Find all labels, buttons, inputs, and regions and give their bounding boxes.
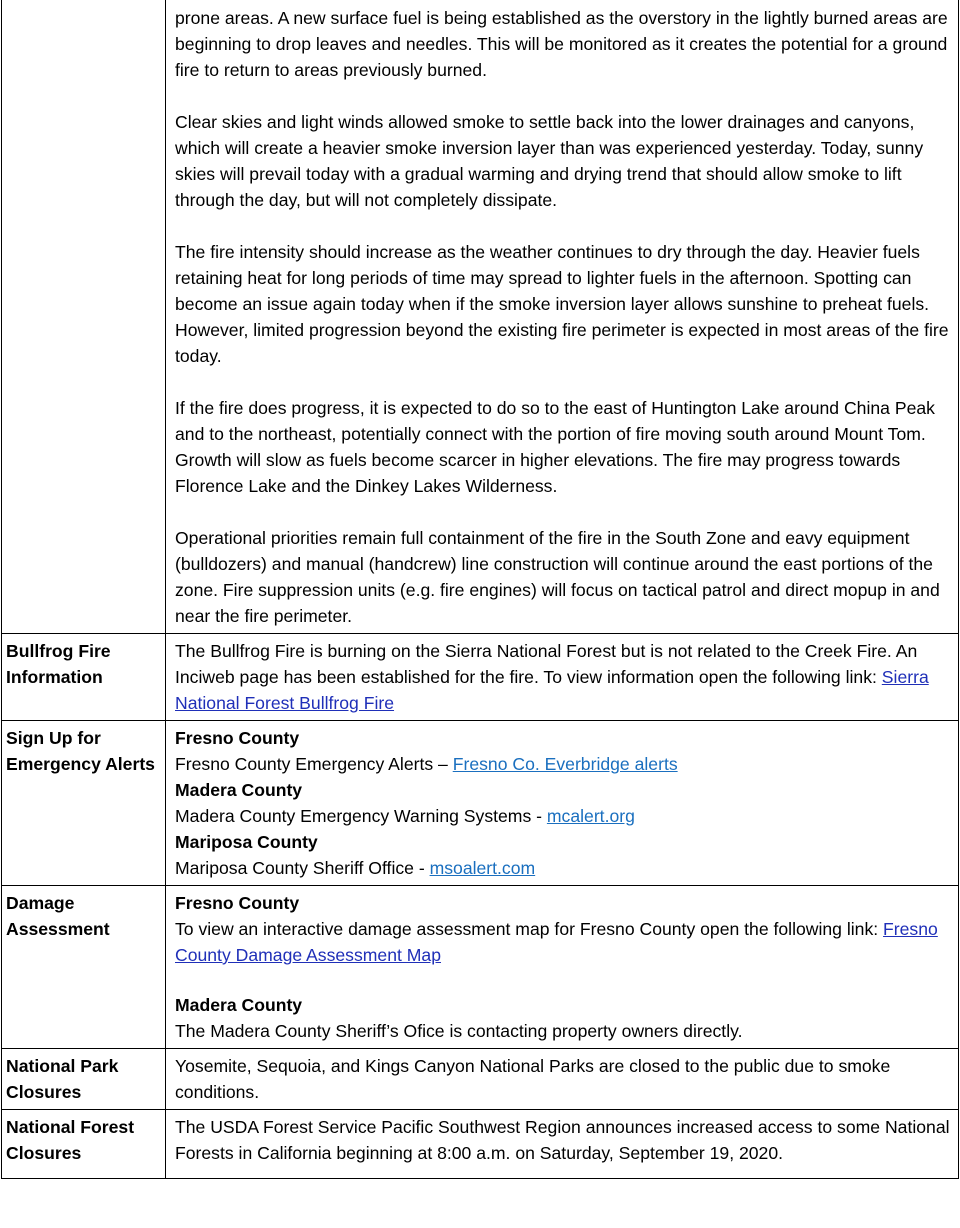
fresno-alerts-text: Fresno County Emergency Alerts – (175, 754, 453, 774)
table-row-forest-closures (2, 1110, 959, 1179)
fresno-everbridge-link[interactable]: Fresno Co. Everbridge alerts (452, 754, 678, 774)
table-row-bullfrog (2, 634, 959, 721)
table-row-operations (2, 0, 959, 634)
bullfrog-fire-link[interactable]: Sierra National Forest Bullfrog Fire (175, 667, 929, 713)
operations-content (166, 0, 959, 634)
msoalert-link[interactable]: msoalert.com (429, 858, 536, 878)
paragraph-priorities: Operational priorities remain full containment of the fire in the South Zone and eavy equipment (bulldozers) and manual (handcrew) line construction will continue around the east portions of the zone. Fire suppression units (e.g. fire engines) will focus on tactical patrol and direct mopup in and near the fire perimeter. (175, 528, 940, 626)
table-row-damage (2, 886, 959, 1049)
bullfrog-content (166, 634, 959, 721)
table-row-park-closures (2, 1049, 959, 1110)
damage-county-fresno: Fresno County (175, 893, 300, 913)
mariposa-alerts-text: Mariposa County Sheriff Office - (175, 858, 430, 878)
paragraph-fuel: prone areas. A new surface fuel is being established as the overstory in the lightly burned areas are beginning to drop leaves and needles. This will be monitored as it creates the potential for a ground fire to return to areas previously burned. (175, 8, 948, 80)
damage-county-madera: Madera County (175, 995, 303, 1015)
row-label-damage: Damage Assessment (2, 886, 166, 1049)
madera-alerts-text: Madera County Emergency Warning Systems - (175, 806, 547, 826)
paragraph-smoke: Clear skies and light winds allowed smoke to settle back into the lower drainages and canyons, which will create a heavier smoke inversion layer than was experienced yesterday. Today, sunny skies will prevail today with a gradual warming and drying trend that should allow smoke to lift through the day, but will not completely dissipate. (175, 112, 924, 210)
info-table (1, 0, 959, 1179)
row-label-bullfrog: Bullfrog Fire Information (2, 634, 166, 721)
county-heading-fresno: Fresno County (175, 728, 300, 748)
bullfrog-text: The Bullfrog Fire is burning on the Sierra National Forest but is not related to the Creek Fire. An Inciweb page has been established for the fire. To view information open the following link: (175, 641, 918, 687)
row-label-park-closures: National Park Closures (2, 1049, 166, 1110)
mcalert-link[interactable]: mcalert.org (546, 806, 635, 826)
alerts-content (166, 721, 959, 886)
row-label-empty (2, 0, 166, 634)
paragraph-intensity: The fire intensity should increase as the weather continues to dry through the day. Heavier fuels retaining heat for long periods of time may spread to lighter fuels in the afternoon. Spotting can become an issue again today when if the smoke inversion layer allows sunshine to preheat fuels. However, limited progression beyond the existing fire perimeter is expected in most areas of the fire today. (175, 242, 949, 366)
damage-content (166, 886, 959, 1049)
row-label-forest-closures: National Forest Closures (2, 1110, 166, 1179)
table-row-alerts (2, 721, 959, 886)
paragraph-progression: If the fire does progress, it is expected to do so to the east of Huntington Lake around China Peak and to the northeast, potentially connect with the portion of fire moving south around Mount Tom. Growth will slow as fuels become scarcer in higher elevations. The fire may progress towards Florence Lake and the Dinkey Lakes Wilderness. (175, 398, 935, 496)
county-heading-madera: Madera County (175, 780, 303, 800)
row-label-alerts: Sign Up for Emergency Alerts (2, 721, 166, 886)
forest-closures-text: The USDA Forest Service Pacific Southwest Region announces increased access to some National Forests in California beginning at 8:00 a.m. on Saturday, September 19, 2020. (166, 1110, 959, 1179)
damage-fresno-text: To view an interactive damage assessment map for Fresno County open the following link: (175, 919, 884, 939)
damage-madera-text: The Madera County Sheriff’s Ofice is contacting property owners directly. (175, 1021, 743, 1041)
county-heading-mariposa: Mariposa County (175, 832, 318, 852)
park-closures-text: Yosemite, Sequoia, and Kings Canyon National Parks are closed to the public due to smoke conditions. (166, 1049, 959, 1110)
damage-map-link[interactable]: Fresno County Damage Assessment Map (175, 919, 938, 965)
